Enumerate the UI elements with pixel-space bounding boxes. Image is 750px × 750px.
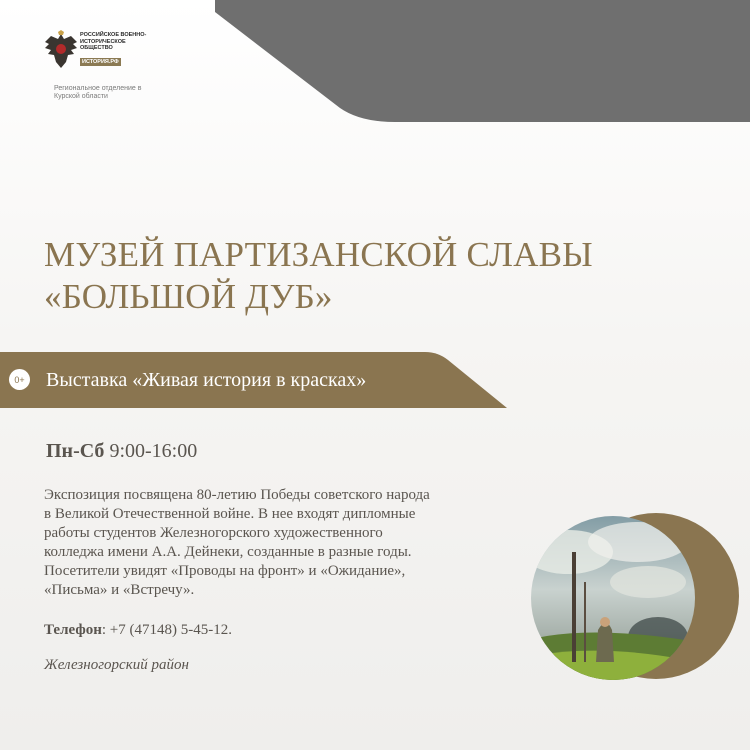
description-line: Посетители увидят «Проводы на фронт» и «Ожидание», (44, 563, 406, 579)
hours-time: 9:00-16:00 (109, 440, 198, 462)
painting-circle (528, 512, 743, 684)
branch-label: Региональное отделение в Курской области (54, 85, 142, 100)
title-line-1: МУЗЕЙ ПАРТИЗАНСКОЙ СЛАВЫ (44, 235, 593, 274)
description-line: «Письма» и «Встречу». (44, 582, 195, 598)
phone-info (44, 622, 232, 639)
org-name: РОССИЙСКОЕ ВОЕННО-ИСТОРИЧЕСКОЕ ОБЩЕСТВО (80, 32, 147, 51)
age-rating-badge: 0+ (9, 369, 30, 390)
site-badge: ИСТОРИЯ.РФ (82, 59, 119, 65)
description (44, 486, 524, 600)
phone-number: : +7 (47148) 5-45-12. (101, 622, 232, 638)
opening-hours (46, 440, 197, 463)
description-line: колледжа имени А.А. Дейнеки, созданные в разные годы. (44, 544, 412, 560)
description-line: работы студентов Железногорского художественного (44, 525, 383, 541)
eagle-emblem-icon (44, 30, 78, 72)
phone-label: Телефон (44, 622, 102, 638)
description-line: в Великой Отечественной войне. В нее входят дипломные (44, 506, 416, 522)
description-line: Экспозиция посвящена 80-летию Победы советского народа (44, 487, 430, 503)
exhibition-label: Выставка «Живая история в красках» (46, 369, 367, 391)
district-label: Железногорский район (44, 657, 189, 673)
page-title (44, 234, 593, 318)
hours-days: Пн-Сб (46, 440, 105, 462)
title-line-2: «БОЛЬШОЙ ДУБ» (44, 277, 333, 316)
